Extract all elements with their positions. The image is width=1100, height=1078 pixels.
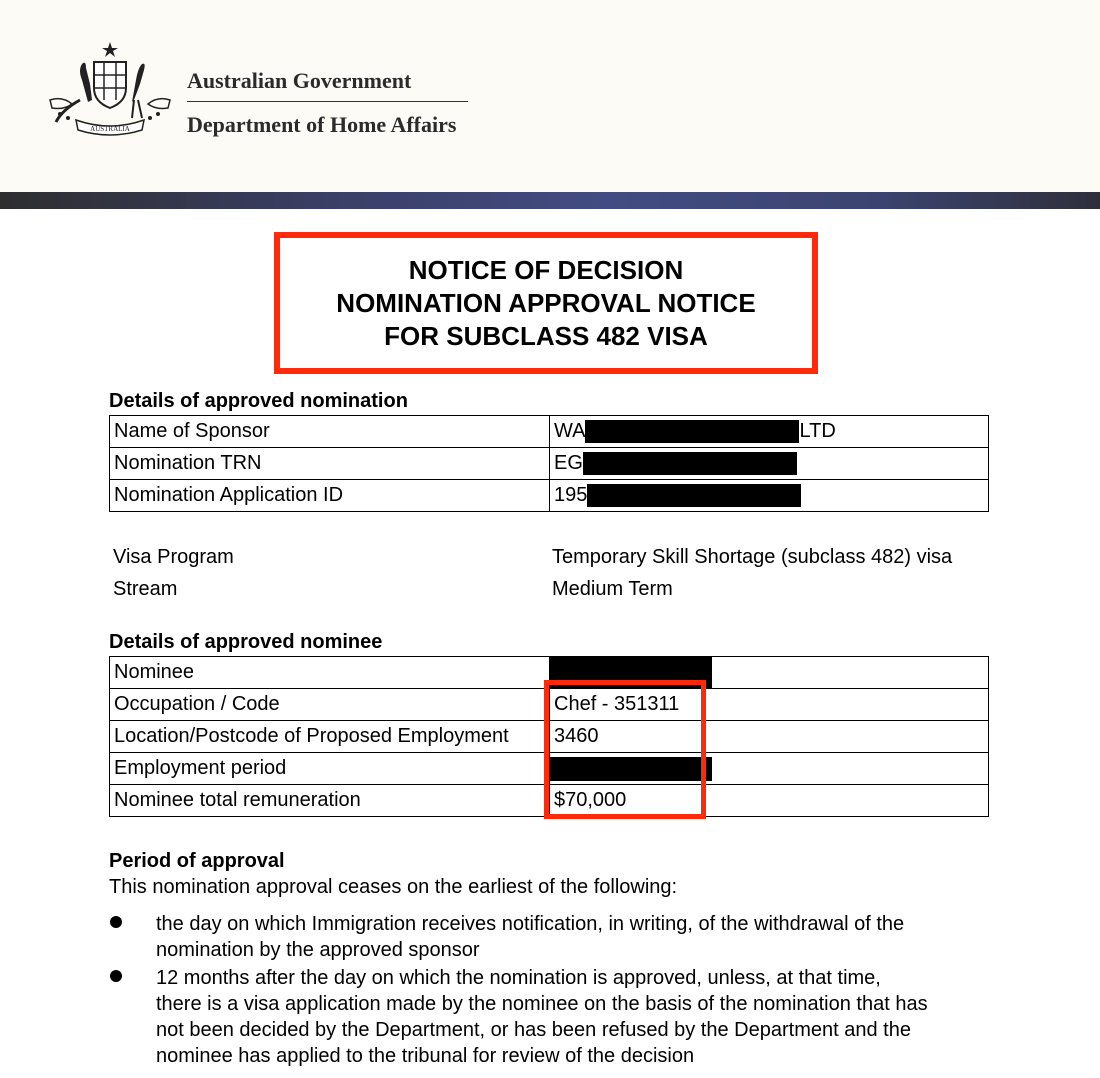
application-id-value-start: 195 [554, 483, 588, 506]
letterhead [0, 0, 1100, 192]
list-item [156, 911, 996, 963]
list-item [156, 965, 996, 1069]
bullet-2-line-4: nominee has applied to the tribunal for review of the decision [156, 1045, 695, 1067]
employment-period-label: Employment period [110, 753, 550, 785]
header-divider [187, 101, 468, 102]
department-name: Department of Home Affairs [187, 112, 457, 137]
redaction-block [550, 657, 712, 688]
application-id-value [550, 480, 989, 512]
bullet-2-line-2: there is a visa application made by the nominee on the basis of the nomination that has [156, 993, 928, 1015]
header-band [0, 192, 1100, 209]
redaction-block [550, 757, 712, 781]
redaction-block [587, 484, 801, 507]
visa-program-label: Visa Program [113, 546, 234, 568]
remuneration-label: Nominee total remuneration [110, 785, 550, 817]
table-row [110, 785, 989, 817]
title-line-1: NOTICE OF DECISION [408, 254, 684, 285]
bullet-2-line-3: not been decided by the Department, or has been refused by the Department and the [156, 1019, 911, 1041]
visa-program-value: Temporary Skill Shortage (subclass 482) visa [552, 546, 953, 568]
stream-value: Medium Term [552, 578, 673, 600]
approval-heading: Period of approval [109, 850, 285, 872]
bullet-1-line-2: nomination by the approved sponsor [156, 939, 480, 961]
title-line-2: NOMINATION APPROVAL NOTICE [336, 287, 756, 318]
application-id-label: Nomination Application ID [110, 480, 550, 512]
nominee-heading: Details of approved nominee [109, 631, 383, 653]
approval-intro: This nomination approval ceases on the earliest of the following: [109, 876, 678, 898]
coat-of-arms-icon [42, 40, 178, 140]
nominee-value [550, 657, 989, 689]
table-row [110, 753, 989, 785]
bullet-1-line-1: the day on which Immigration receives notification, in writing, of the withdrawal of the [156, 913, 905, 935]
trn-value-start: EG [554, 451, 583, 474]
location-label: Location/Postcode of Proposed Employment [110, 721, 550, 753]
svg-text:AUSTRALIA: AUSTRALIA [90, 125, 130, 133]
sponsor-value-start: WA [554, 419, 586, 442]
occupation-label: Occupation / Code [110, 689, 550, 721]
nomination-heading: Details of approved nomination [109, 390, 408, 412]
location-value: 3460 [550, 721, 989, 753]
bullet-icon [110, 970, 122, 982]
nominee-label: Nominee [110, 657, 550, 689]
sponsor-label: Name of Sponsor [110, 416, 550, 448]
notice-title-box [274, 232, 818, 374]
bullet-2-line-1: 12 months after the day on which the nomination is approved, unless, at that time, [156, 967, 881, 989]
bullet-icon [110, 916, 122, 928]
sponsor-value [550, 416, 989, 448]
table-row [110, 689, 989, 721]
table-row [110, 721, 989, 753]
nominee-table [109, 656, 989, 817]
redaction-block [585, 420, 799, 443]
stream-label: Stream [113, 578, 178, 600]
table-row [110, 416, 989, 448]
occupation-value: Chef - 351311 [550, 689, 989, 721]
sponsor-value-end: LTD [799, 419, 836, 442]
table-row [110, 657, 989, 689]
table-row [110, 480, 989, 512]
remuneration-value: $70,000 [550, 785, 989, 817]
employment-period-value [550, 753, 989, 785]
trn-value [550, 448, 989, 480]
redaction-block [583, 452, 797, 475]
title-line-3: FOR SUBCLASS 482 VISA [384, 320, 708, 351]
trn-label: Nomination TRN [110, 448, 550, 480]
table-row [110, 448, 989, 480]
government-name: Australian Government [187, 68, 412, 93]
nomination-table [109, 415, 989, 512]
